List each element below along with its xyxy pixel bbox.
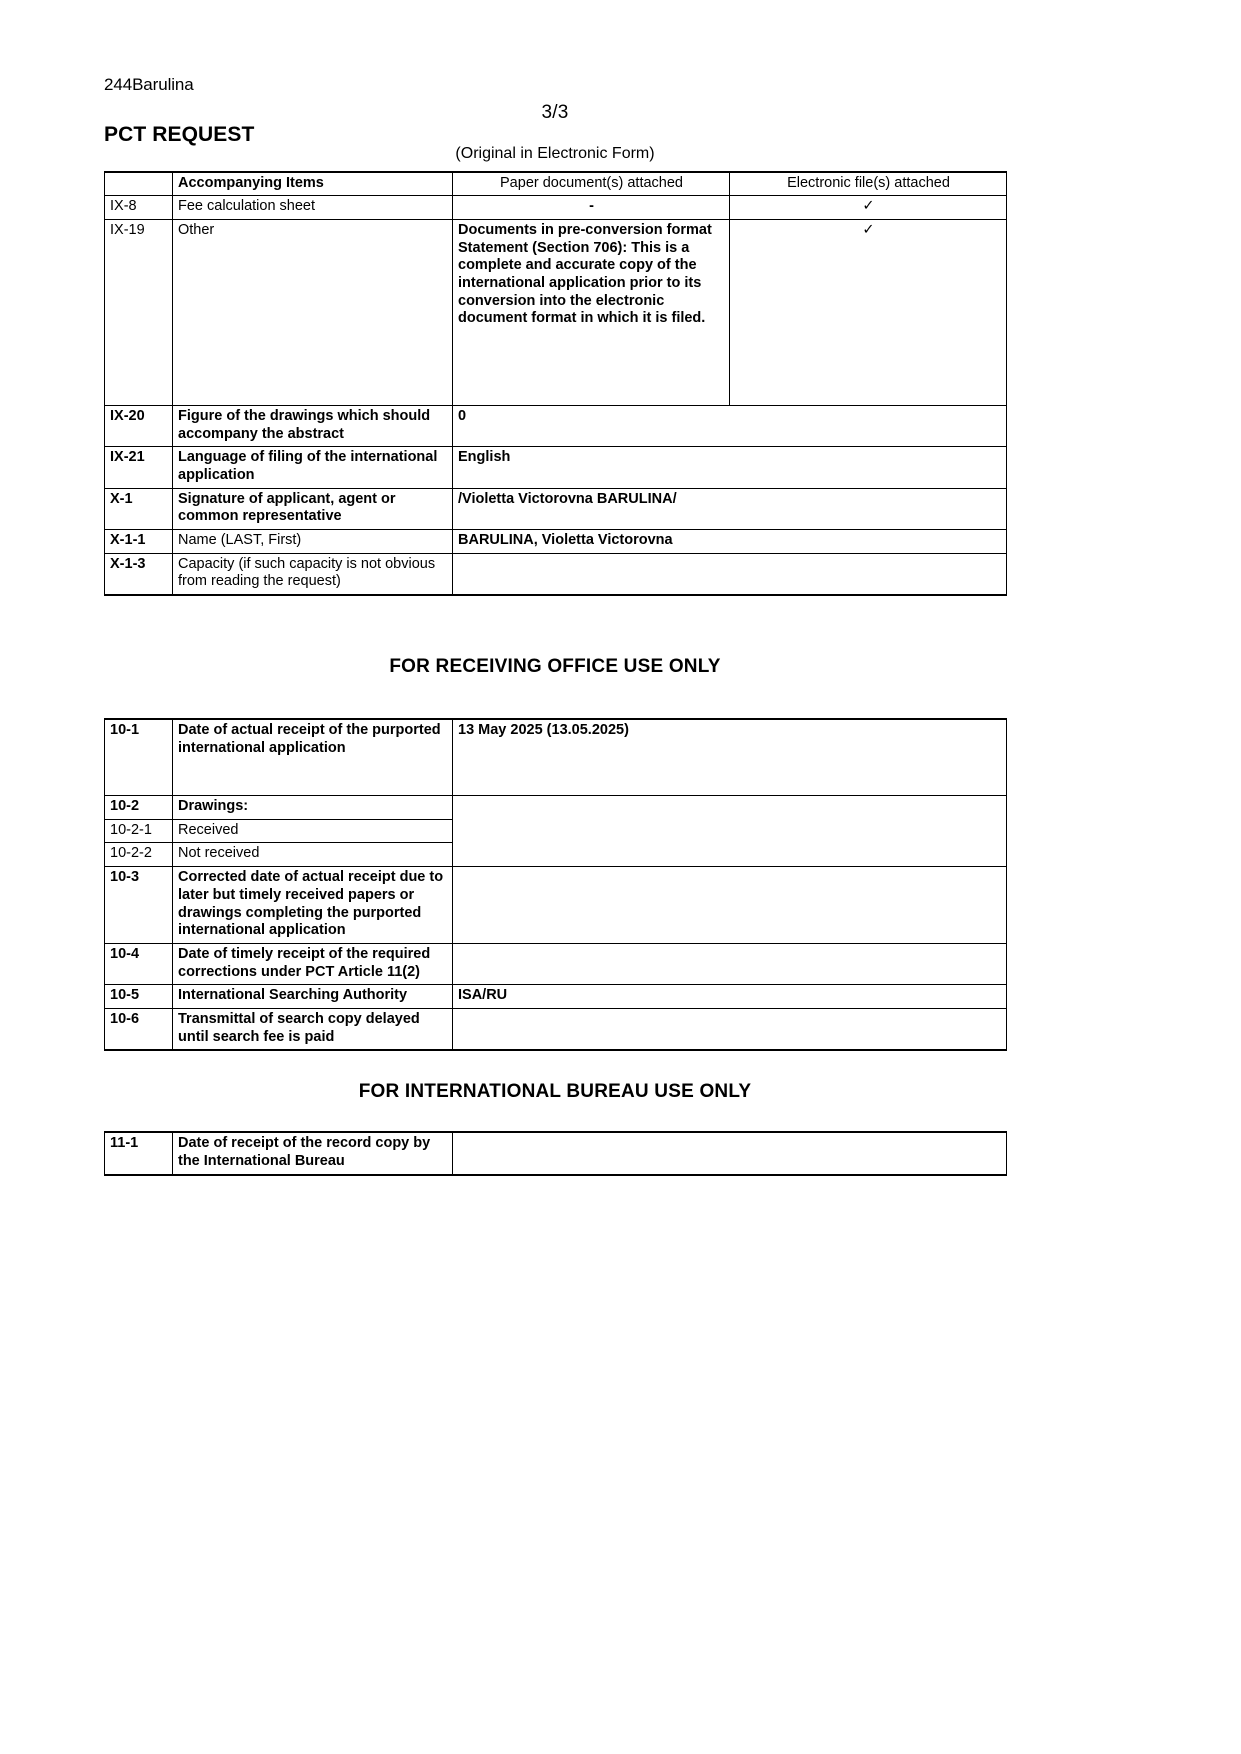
table-row [105, 1008, 1007, 1050]
table-row [105, 196, 1007, 220]
row-value-ix21: English [453, 447, 1007, 488]
row-label-ix20: Figure of the drawings which should accompany the abstract [173, 405, 453, 446]
row-label-10-2-2: Not received [173, 843, 453, 867]
table-row [105, 553, 1007, 595]
table-row [105, 1132, 1007, 1174]
row-value-x1: /Violetta Victorovna BARULINA/ [453, 488, 1007, 529]
page-number: 3/3 [541, 101, 569, 123]
row-electronic-ix8: ✓ [730, 196, 1007, 220]
table-row [105, 796, 1007, 820]
row-label-10-4: Date of timely receipt of the required corrections under PCT Article 11(2) [173, 943, 453, 984]
table-row [105, 719, 1007, 796]
receiving-office-table [104, 718, 1007, 1051]
row-code-10-2: 10-2 [105, 796, 173, 820]
header-paper-attached: Paper document(s) attached [453, 172, 730, 196]
row-label-10-5: International Searching Authority [173, 985, 453, 1009]
table-row [105, 447, 1007, 488]
row-value-10-5: ISA/RU [453, 985, 1007, 1009]
row-code-x13: X-1-3 [105, 553, 173, 595]
row-value-x13 [453, 553, 1007, 595]
document-reference: 244Barulina [104, 75, 194, 94]
spacer [104, 1051, 1006, 1081]
spacer [104, 1103, 1006, 1131]
row-label-10-1: Date of actual receipt of the purported international application [173, 719, 453, 796]
row-value-x11: BARULINA, Violetta Victorovna [453, 530, 1007, 554]
row-code-10-1: 10-1 [105, 719, 173, 796]
row-label-ix8: Fee calculation sheet [173, 196, 453, 220]
title-row [104, 101, 1006, 171]
row-paper-ix19: Documents in pre-conversion format Statement (Section 706): This is a complete and accurate copy of the international application prior to its conversion into the electronic document format in which it is filed. [453, 219, 730, 405]
row-value-11-1 [453, 1132, 1007, 1174]
table-row [105, 985, 1007, 1009]
table-row [105, 867, 1007, 944]
row-value-ix20: 0 [453, 405, 1007, 446]
row-value-10-2 [453, 796, 1007, 867]
row-electronic-ix19: ✓ [730, 219, 1007, 405]
accompanying-items-table [104, 171, 1007, 597]
spacer [104, 678, 1006, 718]
row-code-10-6: 10-6 [105, 1008, 173, 1050]
table-row [105, 488, 1007, 529]
header-electronic-attached: Electronic file(s) attached [730, 172, 1007, 196]
row-code-ix21: IX-21 [105, 447, 173, 488]
row-value-10-4 [453, 943, 1007, 984]
row-label-10-3: Corrected date of actual receipt due to later but timely received papers or drawings completing the purported international application [173, 867, 453, 944]
page-title: PCT REQUEST [104, 122, 255, 146]
row-label-ix21: Language of filing of the international application [173, 447, 453, 488]
table-row [105, 530, 1007, 554]
row-code-ix19: IX-19 [105, 219, 173, 405]
page-content [104, 0, 1006, 1176]
row-label-10-6: Transmittal of search copy delayed until search fee is paid [173, 1008, 453, 1050]
row-paper-ix8: - [453, 196, 730, 220]
row-code-10-2-1: 10-2-1 [105, 819, 173, 843]
table-row [105, 943, 1007, 984]
row-code-10-3: 10-3 [105, 867, 173, 944]
row-code-10-2-2: 10-2-2 [105, 843, 173, 867]
row-code-11-1: 11-1 [105, 1132, 173, 1174]
row-code-ix20: IX-20 [105, 405, 173, 446]
header-code-cell [105, 172, 173, 196]
row-code-10-4: 10-4 [105, 943, 173, 984]
row-code-x1: X-1 [105, 488, 173, 529]
row-label-10-2: Drawings: [173, 796, 453, 820]
row-value-10-3 [453, 867, 1007, 944]
table-row [105, 405, 1007, 446]
row-label-11-1: Date of receipt of the record copy by the International Bureau [173, 1132, 453, 1174]
international-bureau-table [104, 1131, 1007, 1175]
receiving-office-title: FOR RECEIVING OFFICE USE ONLY [389, 656, 721, 678]
table-row [105, 219, 1007, 405]
row-value-10-1: 13 May 2025 (13.05.2025) [453, 719, 1007, 796]
row-code-10-5: 10-5 [105, 985, 173, 1009]
table-header-row [105, 172, 1007, 196]
row-label-x1: Signature of applicant, agent or common representative [173, 488, 453, 529]
row-label-ix19: Other [173, 219, 453, 405]
row-code-ix8: IX-8 [105, 196, 173, 220]
international-bureau-title: FOR INTERNATIONAL BUREAU USE ONLY [358, 1081, 752, 1103]
row-label-x13: Capacity (if such capacity is not obvious from reading the request) [173, 553, 453, 595]
row-label-x11: Name (LAST, First) [173, 530, 453, 554]
row-label-10-2-1: Received [173, 819, 453, 843]
row-value-10-6 [453, 1008, 1007, 1050]
header-accompanying-items: Accompanying Items [173, 172, 453, 196]
spacer [104, 596, 1006, 656]
row-code-x11: X-1-1 [105, 530, 173, 554]
original-form-note: (Original in Electronic Form) [455, 144, 655, 162]
